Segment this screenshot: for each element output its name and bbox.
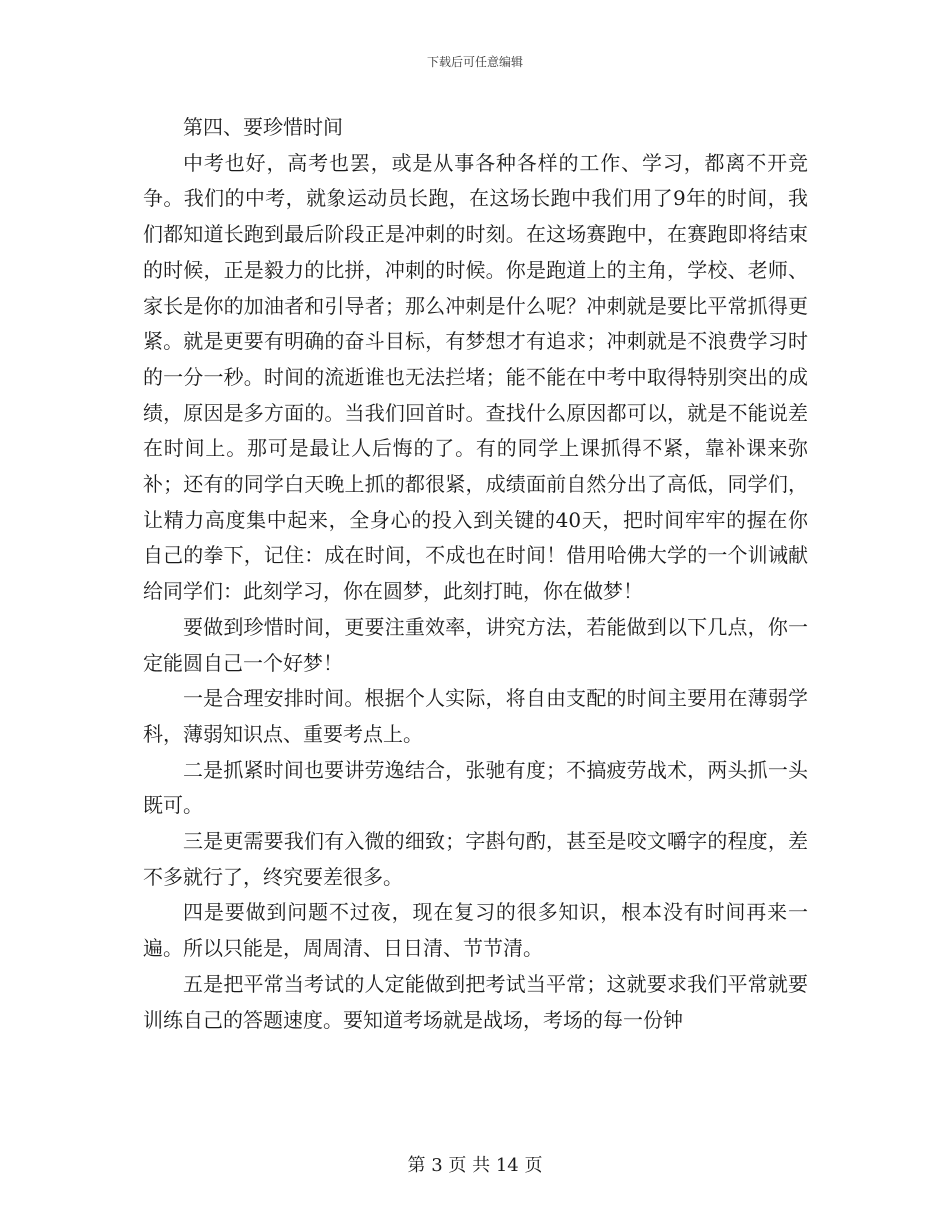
- paragraph: 三是更需要我们有入微的细致；字斟句酌，甚至是咬文嚼字的程度，差不多就行了，终究要差很多。: [143, 829, 808, 889]
- paragraph: 五是把平常当考试的人定能做到把考试当平常；这就要求我们平常就要训练自己的答题速度。要知道考场就是战场，考场的每一份钟: [143, 971, 808, 1032]
- paragraph: 二是抓紧时间也要讲劳逸结合，张驰有度；不搞疲劳战术，两头抓一头既可。: [143, 757, 808, 818]
- section-heading: 第四、要珍惜时间: [183, 115, 343, 139]
- page-number-footer: 第 3 页 共 14 页: [407, 1155, 543, 1176]
- paragraph: 中考也好，高考也罢，或是从事各种各样的工作、学习，都离不开竞争。我们的中考，就象运动员长跑，在这场长跑中我们用了9年的时间，我们都知道长跑到最后阶段正是冲刺的时刻。在这场赛跑中，在赛跑即将结束的时候，正是毅力的比拼，冲刺的时候。你是跑道上的主角，学校、老师、家长是你的加油者和引导者；那么冲刺是什么呢？冲刺就是要比平常抓得更紧。就是更要有明确的奋斗目标，有梦想才有追求；冲刺就是不浪费学习时的一分一秒。时间的流逝谁也无法拦堵；能不能在中考中取得特别突出的成绩，原因是多方面的。当我们回首时。查找什么原因都可以，就是不能说差在时间上。那可是最让人后悔的了。有的同学上课抓得不紧，靠补课来弥补；还有的同学白天晚上抓的都很紧，成绩面前自然分出了高低，同学们，让精力高度集中起来，全身心的投入到关键的40天，把时间牢牢的握在你自己的拳下，记住：成在时间，不成也在时间！借用哈佛大学的一个训诫献给同学们：此刻学习，你在圆梦，此刻打盹，你在做梦！: [143, 150, 808, 604]
- page-header: 下载后可任意编辑: [426, 55, 523, 69]
- paragraph: 要做到珍惜时间，更要注重效率，讲究方法，若能做到以下几点，你一定能圆自己一个好梦！: [143, 614, 808, 675]
- paragraph: 四是要做到问题不过夜，现在复习的很多知识，根本没有时间再来一遍。所以只能是，周周清、日日清、节节清。: [143, 900, 808, 961]
- document-body: [143, 110, 808, 1038]
- paragraph: 一是合理安排时间。根据个人实际，将自由支配的时间主要用在薄弱学科，薄弱知识点、重要考点上。: [143, 686, 808, 746]
